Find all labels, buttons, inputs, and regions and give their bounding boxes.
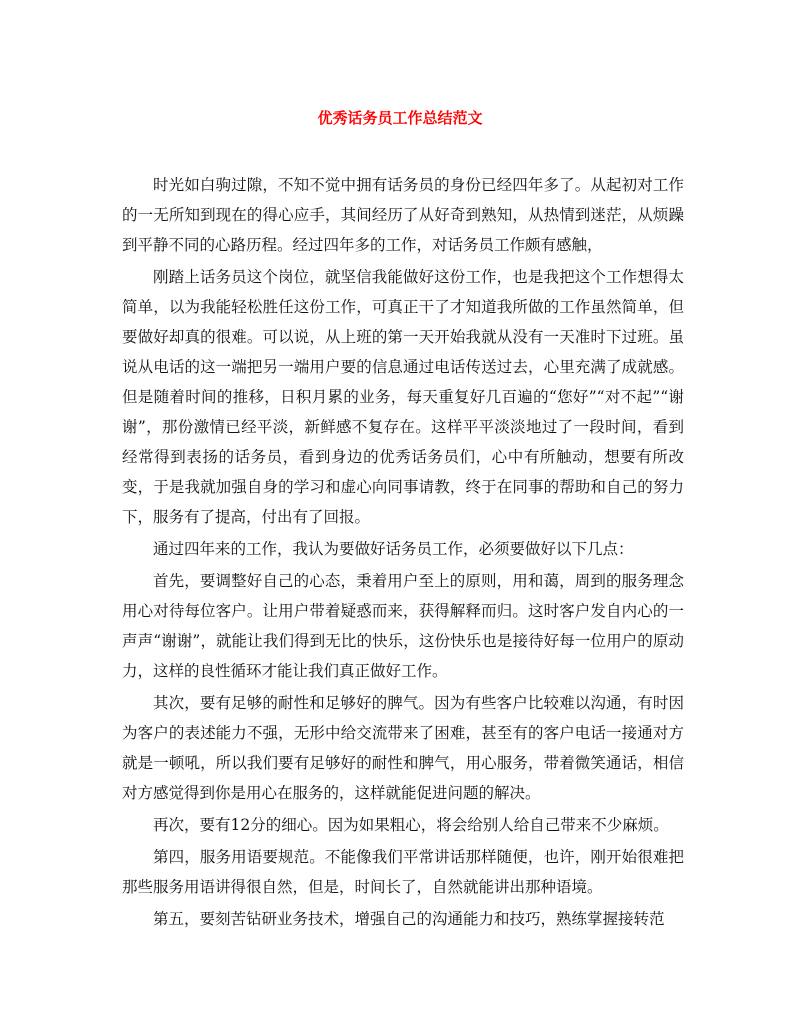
- document-title: 优秀话务员工作总结范文: [317, 109, 483, 127]
- paragraph-fifth-point: 第五，要刻苦钻研业务技术，增强自己的沟通能力和技巧，熟练掌握接转范: [153, 910, 665, 928]
- paragraph-key-points-intro: 通过四年来的工作，我认为要做好话务员工作，必须要做好以下几点：: [153, 540, 634, 558]
- paragraph-fourth-point: 第四，服务用语要规范。不能像我们平常讲话那样随便，也许，刚开始很难把那些服务用语讲得很自然，但是，时间长了，自然就能讲出那种语境。: [122, 848, 684, 896]
- paragraph-first-point: 首先，要调整好自己的心态，秉着用户至上的原则，用和蔼，周到的服务理念用心对待每位客户。让用户带着疑惑而来，获得解释而归。这时客户发自内心的一声声“谢谢”，就能让我们得到无比的快乐，这份快乐也是接待好每一位用户的原动力，这样的良性循环才能让我们真正做好工作。: [122, 572, 684, 680]
- paragraph-intro: 时光如白驹过隙，不知不觉中拥有话务员的身份已经四年多了。从起初对工作的一无所知到现在的得心应手，其间经历了从好奇到熟知，从热情到迷茫，从烦躁到平静不同的心路历程。经过四年多的工作，对话务员工作颇有感触，: [122, 176, 684, 254]
- paragraph-third-point: 再次，要有12分的细心。因为如果粗心，将会给别人给自己带来不少麻烦。: [153, 816, 669, 834]
- paragraph-second-point: 其次，要有足够的耐性和足够好的脾气。因为有些客户比较难以沟通，有时因为客户的表述能力不强，无形中给交流带来了困难，甚至有的客户电话一接通对方就是一顿吼，所以我们要有足够好的耐性和脾气，用心服务，带着微笑通话，相信对方感觉得到你是用心在服务的，这样就能促进问题的解决。: [122, 694, 684, 802]
- document-body: [122, 170, 684, 936]
- paragraph-experience: 刚踏上话务员这个岗位，就坚信我能做好这份工作，也是我把这个工作想得太简单，以为我能轻松胜任这份工作，可真正干了才知道我所做的工作虽然简单，但要做好却真的很难。可以说，从上班的第一天开始我就从没有一天准时下过班。虽说从电话的这一端把另一端用户要的信息通过电话传送过去，心里充满了成就感。但是随着时间的推移，日积月累的业务，每天重复好几百遍的“您好”“对不起”“谢谢”，那份激情已经平淡，新鲜感不复存在。这样平平淡淡地过了一段时间，看到经常得到表扬的话务员，看到身边的优秀话务员们，心中有所触动，想要有所改变，于是我就加强自身的学习和虚心向同事请教，终于在同事的帮助和自己的努力下，服务有了提高，付出有了回报。: [122, 268, 684, 526]
